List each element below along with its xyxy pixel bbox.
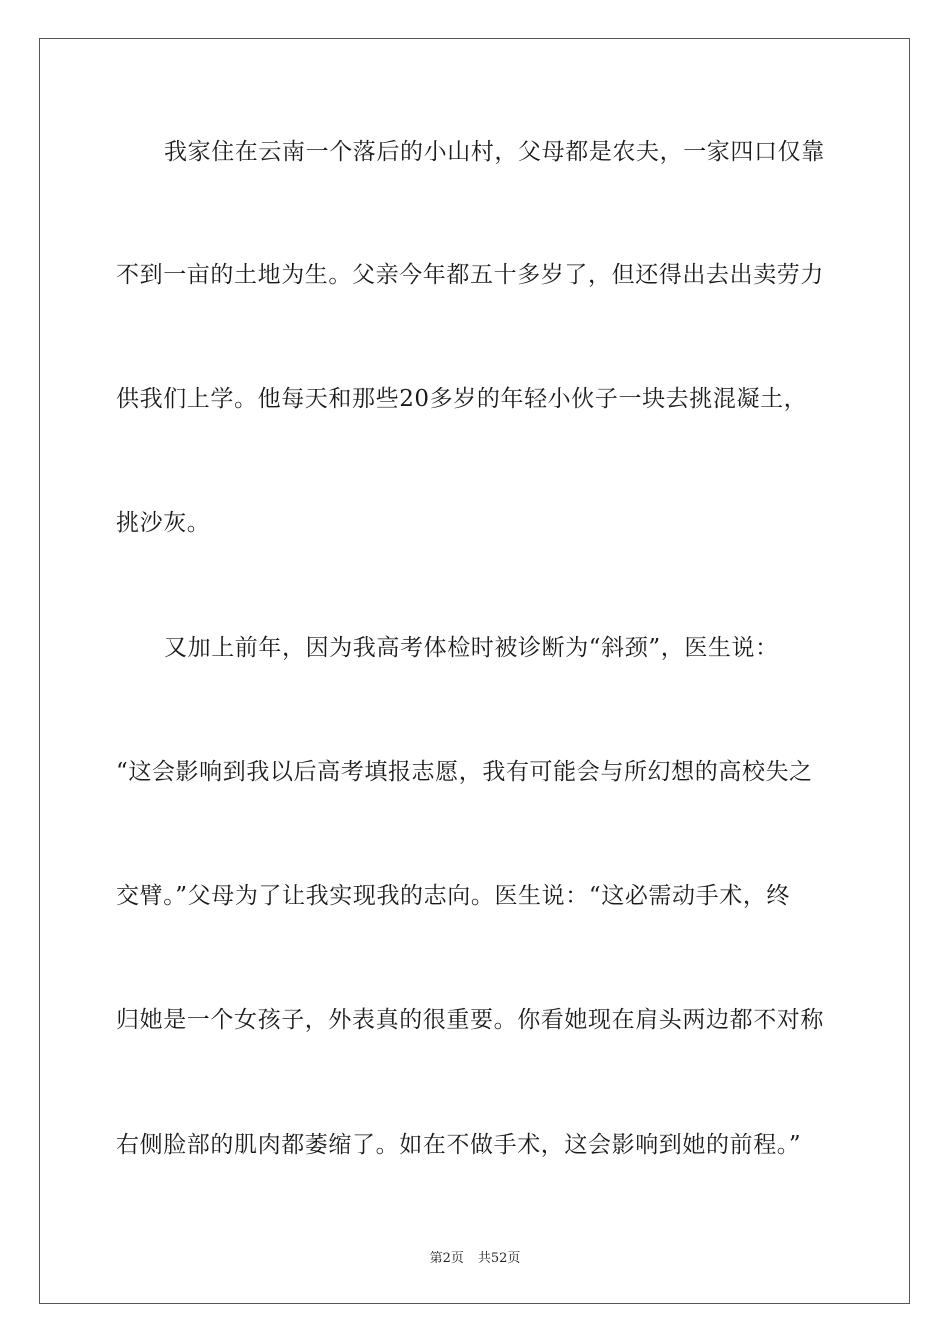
paragraph-line-8: 归她是一个女孩子，外表真的很重要。你看她现在肩头两边都不对称 [116,1007,824,1033]
paragraph-line-2: 不到一亩的土地为生。父亲今年都五十多岁了，但还得出去出卖劳力 [116,262,824,288]
page-total: 共52页 [477,1251,521,1266]
paragraph-line-3: 供我们上学。他每天和那些20多岁的年轻小伙子一块去挑混凝土， [116,386,808,412]
page-footer [0,1247,950,1266]
paragraph-line-9: 右侧脸部的肌肉都萎缩了。如在不做手术，这会影响到她的前程。” [116,1132,802,1158]
paragraph-line-4: 挑沙灰。 [116,510,211,536]
paragraph-line-7: 交臂。”父母为了让我实现我的志向。医生说：“这必需动手术，终 [116,883,791,909]
paragraph-line-1: 我家住在云南一个落后的小山村，父母都是农夫，一家四口仅靠 [164,139,825,165]
paragraph-line-6: “这会影响到我以后高考填报志愿，我有可能会与所幻想的高校失之 [116,759,813,785]
paragraph-line-5: 又加上前年，因为我高考体检时被诊断为“斜颈”，医生说： [164,635,779,661]
page-border [39,38,910,1304]
page-number: 第2页 [429,1251,464,1266]
